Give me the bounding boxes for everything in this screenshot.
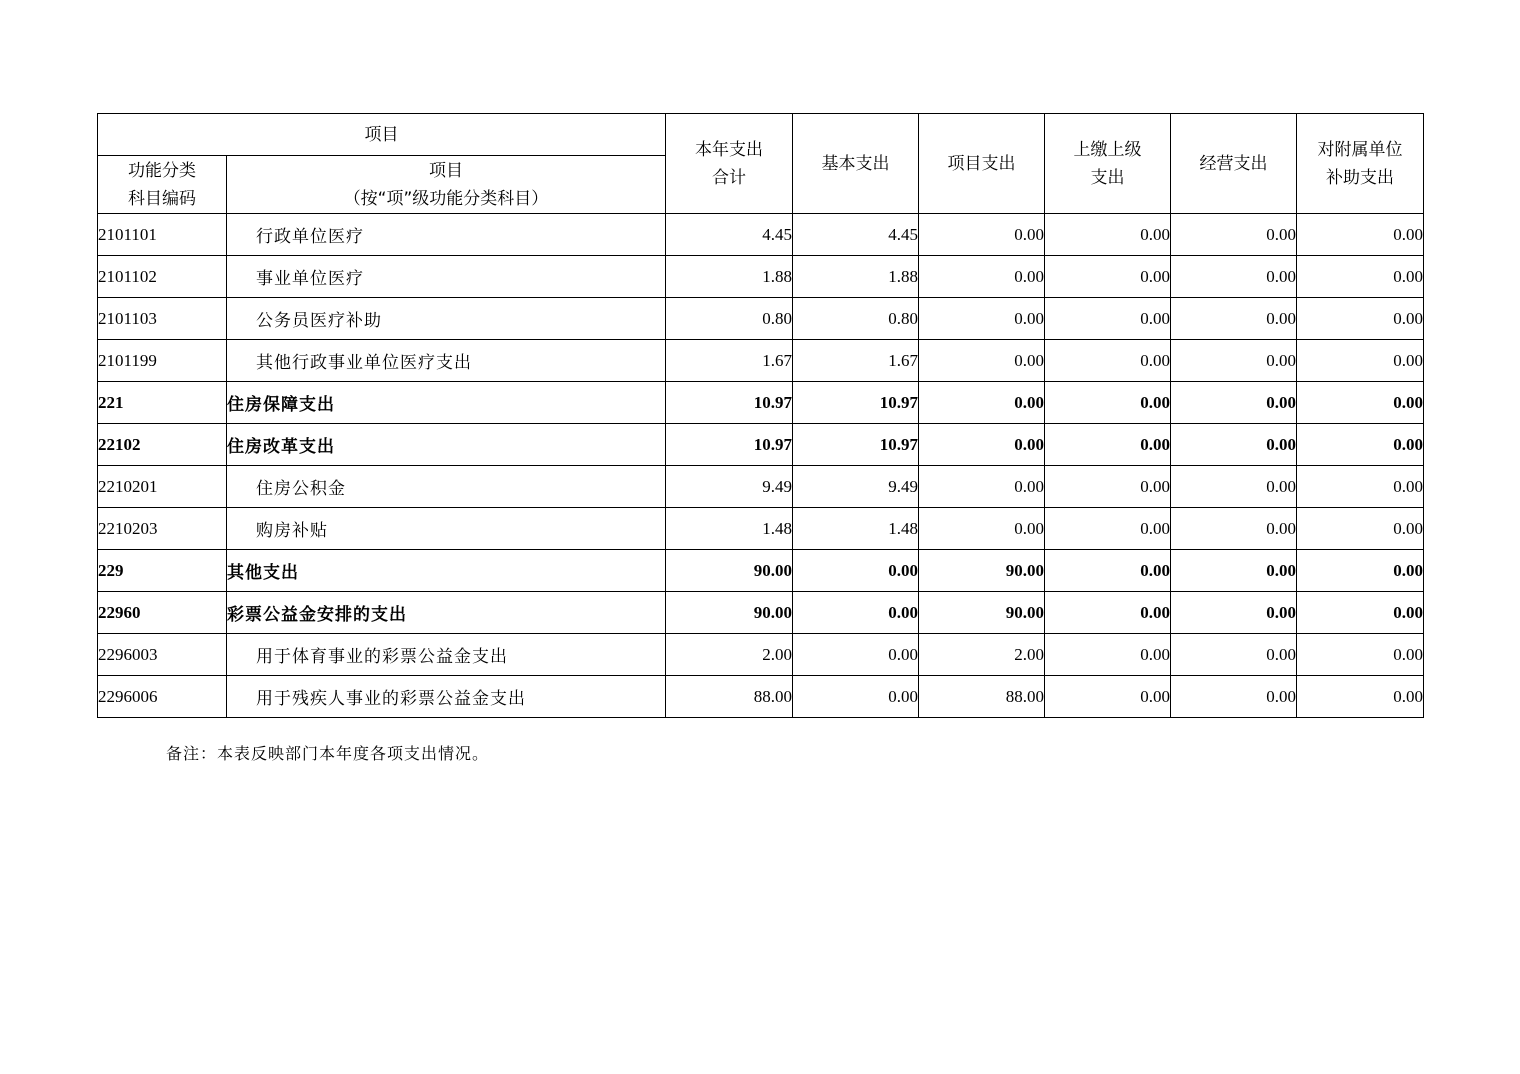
cell-operating: 0.00 [1171, 676, 1297, 718]
cell-subsidy: 0.00 [1297, 592, 1424, 634]
cell-subsidy: 0.00 [1297, 382, 1424, 424]
table-row [98, 466, 1424, 508]
cell-upper: 0.00 [1045, 676, 1171, 718]
cell-code: 22102 [98, 424, 227, 466]
header-name: 项目 （按“项”级功能分类科目） [227, 156, 666, 214]
cell-upper: 0.00 [1045, 508, 1171, 550]
table-row [98, 256, 1424, 298]
cell-basic: 0.00 [793, 592, 919, 634]
cell-subsidy: 0.00 [1297, 424, 1424, 466]
cell-name: 住房改革支出 [227, 424, 666, 466]
expenditure-table [97, 113, 1424, 718]
cell-subsidy: 0.00 [1297, 634, 1424, 676]
header-total: 本年支出 合计 [666, 114, 793, 214]
cell-total: 4.45 [666, 214, 793, 256]
cell-upper: 0.00 [1045, 592, 1171, 634]
header-operating: 经营支出 [1171, 114, 1297, 214]
table-row [98, 676, 1424, 718]
cell-project: 0.00 [919, 256, 1045, 298]
cell-operating: 0.00 [1171, 508, 1297, 550]
cell-operating: 0.00 [1171, 550, 1297, 592]
table-body [98, 214, 1424, 718]
cell-basic: 1.67 [793, 340, 919, 382]
cell-basic: 1.48 [793, 508, 919, 550]
cell-code: 2101103 [98, 298, 227, 340]
cell-basic: 0.00 [793, 634, 919, 676]
cell-total: 1.48 [666, 508, 793, 550]
cell-project: 0.00 [919, 214, 1045, 256]
cell-operating: 0.00 [1171, 298, 1297, 340]
cell-total: 9.49 [666, 466, 793, 508]
cell-basic: 1.88 [793, 256, 919, 298]
cell-code: 2101199 [98, 340, 227, 382]
cell-total: 0.80 [666, 298, 793, 340]
cell-project: 0.00 [919, 340, 1045, 382]
cell-operating: 0.00 [1171, 382, 1297, 424]
cell-project: 0.00 [919, 424, 1045, 466]
cell-upper: 0.00 [1045, 256, 1171, 298]
cell-code: 2101101 [98, 214, 227, 256]
cell-operating: 0.00 [1171, 634, 1297, 676]
header-basic: 基本支出 [793, 114, 919, 214]
cell-subsidy: 0.00 [1297, 676, 1424, 718]
cell-upper: 0.00 [1045, 550, 1171, 592]
cell-code: 221 [98, 382, 227, 424]
cell-name: 公务员医疗补助 [227, 298, 666, 340]
cell-subsidy: 0.00 [1297, 466, 1424, 508]
cell-project: 0.00 [919, 508, 1045, 550]
cell-project: 0.00 [919, 382, 1045, 424]
footnote: 备注：本表反映部门本年度各项支出情况。 [166, 744, 490, 763]
cell-basic: 0.80 [793, 298, 919, 340]
cell-operating: 0.00 [1171, 256, 1297, 298]
cell-project: 90.00 [919, 592, 1045, 634]
table-row [98, 382, 1424, 424]
cell-project: 88.00 [919, 676, 1045, 718]
cell-basic: 4.45 [793, 214, 919, 256]
table-row [98, 298, 1424, 340]
cell-total: 2.00 [666, 634, 793, 676]
table-row [98, 424, 1424, 466]
cell-total: 90.00 [666, 550, 793, 592]
table-row [98, 508, 1424, 550]
table-row [98, 550, 1424, 592]
cell-upper: 0.00 [1045, 634, 1171, 676]
cell-upper: 0.00 [1045, 298, 1171, 340]
cell-name: 其他支出 [227, 550, 666, 592]
header-code: 功能分类 科目编码 [98, 156, 227, 214]
cell-subsidy: 0.00 [1297, 256, 1424, 298]
cell-subsidy: 0.00 [1297, 508, 1424, 550]
cell-code: 2210201 [98, 466, 227, 508]
header-subsidy: 对附属单位 补助支出 [1297, 114, 1424, 214]
cell-total: 1.88 [666, 256, 793, 298]
cell-name: 行政单位医疗 [227, 214, 666, 256]
cell-subsidy: 0.00 [1297, 298, 1424, 340]
cell-operating: 0.00 [1171, 214, 1297, 256]
cell-upper: 0.00 [1045, 340, 1171, 382]
cell-name: 用于体育事业的彩票公益金支出 [227, 634, 666, 676]
cell-name: 彩票公益金安排的支出 [227, 592, 666, 634]
cell-name: 其他行政事业单位医疗支出 [227, 340, 666, 382]
header-project: 项目支出 [919, 114, 1045, 214]
cell-operating: 0.00 [1171, 340, 1297, 382]
cell-basic: 0.00 [793, 550, 919, 592]
cell-project: 90.00 [919, 550, 1045, 592]
cell-basic: 10.97 [793, 382, 919, 424]
expenditure-table-container [97, 113, 1424, 718]
cell-subsidy: 0.00 [1297, 550, 1424, 592]
cell-operating: 0.00 [1171, 592, 1297, 634]
cell-subsidy: 0.00 [1297, 340, 1424, 382]
cell-name: 住房公积金 [227, 466, 666, 508]
cell-total: 88.00 [666, 676, 793, 718]
cell-operating: 0.00 [1171, 424, 1297, 466]
cell-basic: 10.97 [793, 424, 919, 466]
cell-basic: 9.49 [793, 466, 919, 508]
cell-name: 购房补贴 [227, 508, 666, 550]
cell-upper: 0.00 [1045, 466, 1171, 508]
header-item-group: 项目 [98, 114, 666, 156]
cell-upper: 0.00 [1045, 382, 1171, 424]
table-row [98, 634, 1424, 676]
cell-upper: 0.00 [1045, 424, 1171, 466]
cell-subsidy: 0.00 [1297, 214, 1424, 256]
cell-basic: 0.00 [793, 676, 919, 718]
cell-total: 10.97 [666, 424, 793, 466]
cell-project: 0.00 [919, 298, 1045, 340]
cell-name: 住房保障支出 [227, 382, 666, 424]
table-row [98, 340, 1424, 382]
cell-code: 2296003 [98, 634, 227, 676]
cell-project: 0.00 [919, 466, 1045, 508]
cell-code: 2296006 [98, 676, 227, 718]
cell-operating: 0.00 [1171, 466, 1297, 508]
cell-code: 2101102 [98, 256, 227, 298]
cell-upper: 0.00 [1045, 214, 1171, 256]
cell-code: 229 [98, 550, 227, 592]
header-upper: 上缴上级 支出 [1045, 114, 1171, 214]
cell-name: 用于残疾人事业的彩票公益金支出 [227, 676, 666, 718]
table-row [98, 214, 1424, 256]
cell-project: 2.00 [919, 634, 1045, 676]
cell-total: 10.97 [666, 382, 793, 424]
cell-total: 90.00 [666, 592, 793, 634]
cell-code: 22960 [98, 592, 227, 634]
cell-code: 2210203 [98, 508, 227, 550]
cell-total: 1.67 [666, 340, 793, 382]
cell-name: 事业单位医疗 [227, 256, 666, 298]
table-row [98, 592, 1424, 634]
